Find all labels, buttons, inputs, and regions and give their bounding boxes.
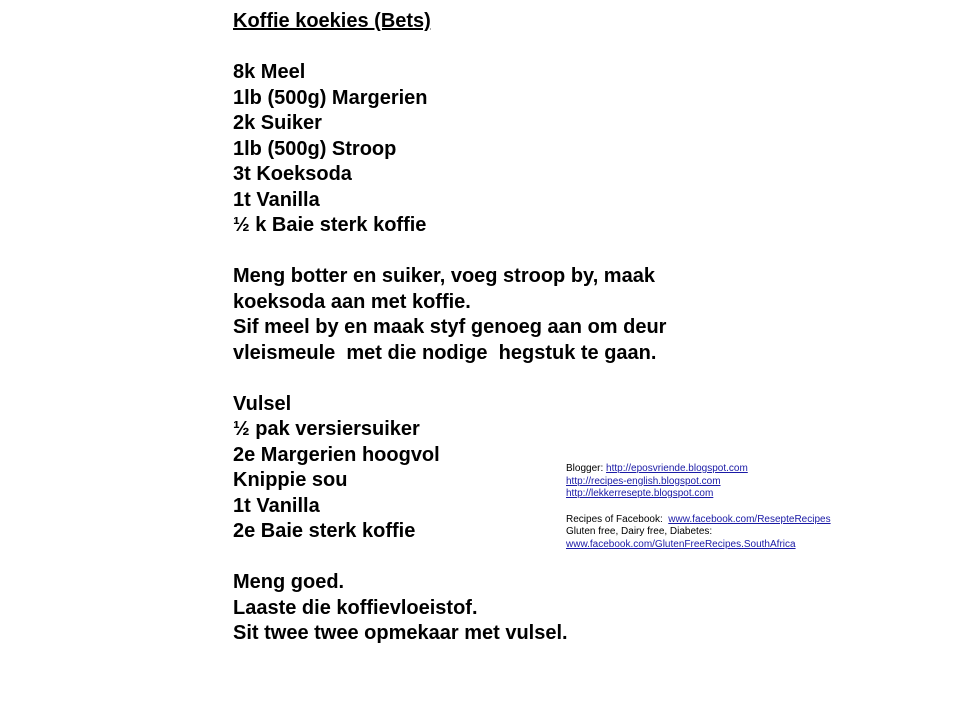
filling-item: 2e Margerien hoogvol [233,443,440,466]
filling-item: 1t Vanilla [233,494,320,517]
facebook-link-glutenfree[interactable]: www.facebook.com/GlutenFreeRecipes.SouthAfrica [566,538,796,550]
final-steps [233,570,753,647]
method-text [233,264,753,366]
method-line: Meng botter en suiker, voeg stroop by, maak [233,265,655,287]
blogger-row [566,463,831,476]
facebook-label: Recipes of Facebook: [566,513,669,525]
blog-link-row [566,476,831,489]
spacer [233,239,753,265]
gluten-link-row [566,539,831,552]
ingredient-item: 2k Suiker [233,112,322,134]
spacer [566,501,831,514]
method-line: Sif meel by en maak styf genoeg aan om deur [233,316,667,338]
blog-link-row [566,488,831,501]
gluten-label: Gluten free, Dairy free, Diabetes: [566,526,713,537]
ingredient-item: 1t Vanilla [233,188,320,211]
facebook-link-resepte[interactable]: www.facebook.com/ResepteRecipes [668,513,831,525]
final-step-line: Meng goed. [233,571,345,593]
filling-item: Knippie sou [233,469,348,491]
recipe-title: Koffie koekies (Bets) [233,10,431,32]
filling-heading: Vulsel [233,392,292,415]
ingredient-item: 3t Koeksoda [233,163,352,185]
blog-link-eposvriende[interactable]: http://eposvriende.blogspot.com [606,463,748,474]
facebook-row [566,514,831,527]
ingredient-item: 8k Meel [233,61,306,83]
final-step-line: Laaste die koffievloeistof. [233,596,478,619]
method-line: vleismeule met die nodige hegstuk te gaan. [233,341,657,364]
spacer [233,35,753,61]
ingredient-item: 1lb (500g) Margerien [233,86,428,109]
blogger-label: Blogger: [566,463,607,474]
filling-item: 2e Baie sterk koffie [233,520,416,542]
spacer [233,366,753,392]
method-line: koeksoda aan met koffie. [233,290,471,313]
ingredient-list [233,60,753,239]
final-step-line: Sit twee twee opmekaar met vulsel. [233,622,568,644]
ingredient-item: ½ k Baie sterk koffie [233,214,427,236]
blog-link-recipes-english[interactable]: http://recipes-english.blogspot.com [566,475,721,487]
ingredient-item: 1lb (500g) Stroop [233,137,397,160]
filling-item: ½ pak versiersuiker [233,418,420,440]
links-block [566,463,831,551]
blog-link-lekkerresepte[interactable]: http://lekkerresepte.blogspot.com [566,488,714,499]
